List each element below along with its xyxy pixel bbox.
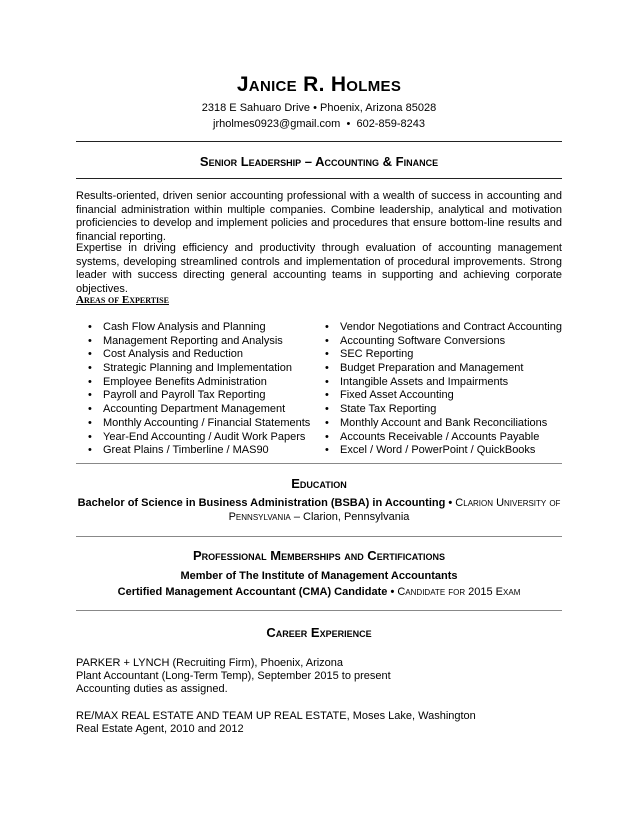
bullet-icon: •	[88, 362, 92, 375]
contact-address-line	[76, 102, 562, 116]
school-name: Clarion University of Pennsylvania	[228, 497, 561, 523]
divider	[76, 178, 562, 179]
divider	[76, 610, 562, 611]
phone-number: 602-859-8243	[356, 118, 425, 130]
job-1-description: Accounting duties as assigned.	[76, 683, 228, 695]
expertise-list-left	[76, 321, 310, 458]
list-item: • SEC Reporting	[325, 348, 414, 361]
separator-dot: •	[313, 102, 317, 114]
list-item: • Fixed Asset Accounting	[325, 389, 454, 402]
bullet-icon: •	[88, 416, 92, 429]
separator-dot: •	[346, 118, 351, 130]
list-item: • Cost Analysis and Reduction	[88, 348, 244, 361]
list-item: • Strategic Planning and Implementation	[88, 362, 292, 375]
bullet-icon: •	[325, 375, 329, 388]
bullet-icon: •	[325, 430, 329, 443]
list-item: • Intangible Assets and Impairments	[325, 375, 509, 388]
bullet-icon: •	[88, 403, 92, 416]
list-item: • Great Plains / Timberline / MAS90	[88, 444, 269, 457]
education-heading: Education	[291, 476, 347, 491]
headline: Senior Leadership – Accounting & Finance	[199, 154, 439, 169]
job-1-employer: PARKER + LYNCH (Recruiting Firm), Phoenix, Arizona	[76, 657, 344, 669]
email-address: jrholmes0923@gmail.com	[213, 118, 341, 130]
divider	[76, 536, 562, 537]
candidate-name: Janice R. Holmes	[236, 73, 402, 96]
summary-paragraph-1: Results-oriented, driven senior accounting professional with a wealth of success in accounting and financial administration within multiple companies. Combine leadership, analytical and motivation proficiencies to develop and implement policies and procedures that ensure bottom-line results and financial reporting.	[76, 190, 562, 243]
expertise-heading: Areas of Expertise	[76, 294, 169, 306]
job-2-employer: RE/MAX REAL ESTATE AND TEAM UP REAL ESTATE, Moses Lake, Washington	[76, 710, 476, 722]
bullet-icon: •	[88, 375, 92, 388]
list-item: • Payroll and Payroll Tax Reporting	[88, 389, 266, 402]
summary-paragraph-2: Expertise in driving efficiency and productivity through evaluation of accounting management systems, developing streamlined controls and implementation of procedural improvements. Strong leader with success directing general accounting teams in supporting and achieving corporate objectives.	[76, 242, 562, 295]
separator-dot: •	[390, 586, 395, 598]
list-item: • Monthly Accounting / Financial Statements	[88, 416, 311, 429]
certification-line	[76, 586, 562, 600]
memberships-heading: Professional Memberships and Certifications	[192, 548, 446, 563]
membership-line: Member of The Institute of Management Accountants	[180, 570, 458, 582]
list-item: • State Tax Reporting	[325, 403, 437, 416]
bullet-icon: •	[325, 444, 329, 457]
bullet-icon: •	[325, 403, 329, 416]
certification: Certified Management Accountant (CMA) Candidate	[117, 586, 388, 598]
job-2-role: Real Estate Agent, 2010 and 2012	[76, 723, 244, 735]
list-item: • Accounting Department Management	[88, 403, 286, 416]
bullet-icon: •	[325, 362, 329, 375]
bullet-icon: •	[88, 348, 92, 361]
city-state-zip: Phoenix, Arizona 85028	[320, 102, 437, 114]
expertise-list-right	[313, 321, 562, 458]
bullet-icon: •	[325, 321, 329, 333]
list-item: • Year-End Accounting / Audit Work Papers	[88, 430, 306, 443]
bullet-icon: •	[88, 430, 92, 443]
street-address: 2318 E Sahuaro Drive	[201, 102, 311, 114]
list-item: • Vendor Negotiations and Contract Accounting	[325, 321, 562, 333]
bullet-icon: •	[88, 389, 92, 402]
career-heading: Career Experience	[266, 625, 372, 640]
list-item: • Budget Preparation and Management	[325, 362, 524, 375]
bullet-icon: •	[325, 348, 329, 361]
list-item: • Excel / Word / PowerPoint / QuickBooks	[325, 444, 536, 457]
bullet-icon: •	[88, 334, 92, 347]
job-1-role: Plant Accountant (Long-Term Temp), September 2015 to present	[76, 670, 391, 682]
bullet-icon: •	[325, 389, 329, 402]
bullet-icon: •	[88, 444, 92, 457]
list-item: • Employee Benefits Administration	[88, 375, 267, 388]
list-item: • Accounting Software Conversions	[325, 334, 506, 347]
divider	[76, 141, 562, 142]
list-item: • Accounts Receivable / Accounts Payable	[325, 430, 540, 443]
bullet-icon: •	[325, 334, 329, 347]
separator-dot: •	[448, 497, 453, 509]
list-item: • Cash Flow Analysis and Planning	[88, 321, 266, 333]
bullet-icon: •	[325, 416, 329, 429]
certification-note: Candidate for 2015 Exam	[397, 586, 521, 598]
bullet-icon: •	[88, 321, 92, 333]
education-entry	[76, 497, 562, 524]
school-location: – Clarion, Pennsylvania	[293, 510, 410, 523]
contact-email-line	[76, 118, 562, 132]
degree: Bachelor of Science in Business Administration (BSBA) in Accounting	[77, 497, 446, 509]
list-item: • Monthly Account and Bank Reconciliations	[325, 416, 548, 429]
divider	[76, 463, 562, 464]
list-item: • Management Reporting and Analysis	[88, 334, 283, 347]
